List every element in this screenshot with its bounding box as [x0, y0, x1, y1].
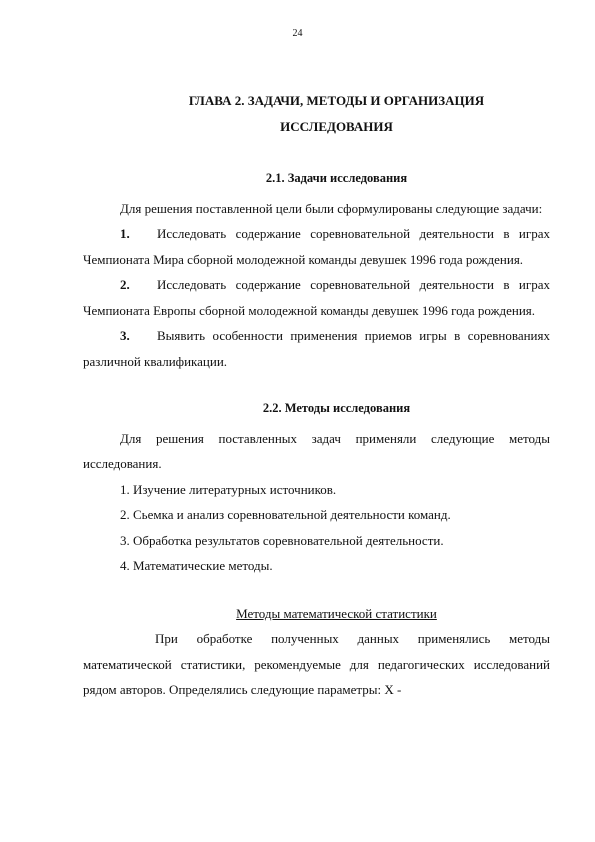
document-body [83, 88, 550, 703]
task-item-2 [83, 272, 550, 323]
method-item-4: 4. Математические методы. [120, 558, 273, 573]
method-item-2: 2. Сьемка и анализ соревновательной деятельности команд. [120, 507, 451, 522]
task-item-text: Выявить особенности применения приемов игры в соревнованиях различной квалификации. [83, 328, 550, 369]
task-item-3 [83, 323, 550, 374]
page-number: 24 [292, 28, 303, 39]
section-title-tasks: 2.1. Задачи исследования [265, 171, 408, 185]
chapter-title [83, 88, 550, 140]
task-item-text: Исследовать содержание соревновательной деятельности в играх Чемпионата Мира сборной молодежной команды девушек 1996 года рождения. [83, 226, 550, 267]
math-stats-heading: Методы математической статистики [236, 605, 437, 621]
task-item-number: 1. [120, 226, 130, 241]
chapter-title-line-1: ГЛАВА 2. ЗАДАЧИ, МЕТОДЫ И ОРГАНИЗАЦИЯ [188, 93, 485, 108]
task-item-number: 3. [120, 328, 130, 343]
methods-intro: Для решения поставленных задач применяли следующие методы исследования. [83, 430, 550, 471]
method-item-1: 1. Изучение литературных источников. [120, 481, 337, 497]
section-title-methods: 2.2. Методы исследования [262, 401, 411, 415]
math-stats-paragraph: При обработке полученных данных применялись методы математической статистики, рекомендуемые для педагогических исследований рядом авторов. Определялись следующие параметры: X - [83, 631, 550, 697]
method-item-3: 3. Обработка результатов соревновательной деятельности. [120, 532, 444, 548]
task-item-1 [83, 221, 550, 272]
chapter-title-line-2: ИССЛЕДОВАНИЯ [280, 119, 393, 134]
task-item-number: 2. [120, 277, 130, 292]
task-item-text: Исследовать содержание соревновательной деятельности в играх Чемпионата Европы сборной молодежной команды девушек 1996 года рождения. [83, 277, 550, 318]
tasks-intro: Для решения поставленной цели были сформулированы следующие задачи: [120, 200, 543, 216]
